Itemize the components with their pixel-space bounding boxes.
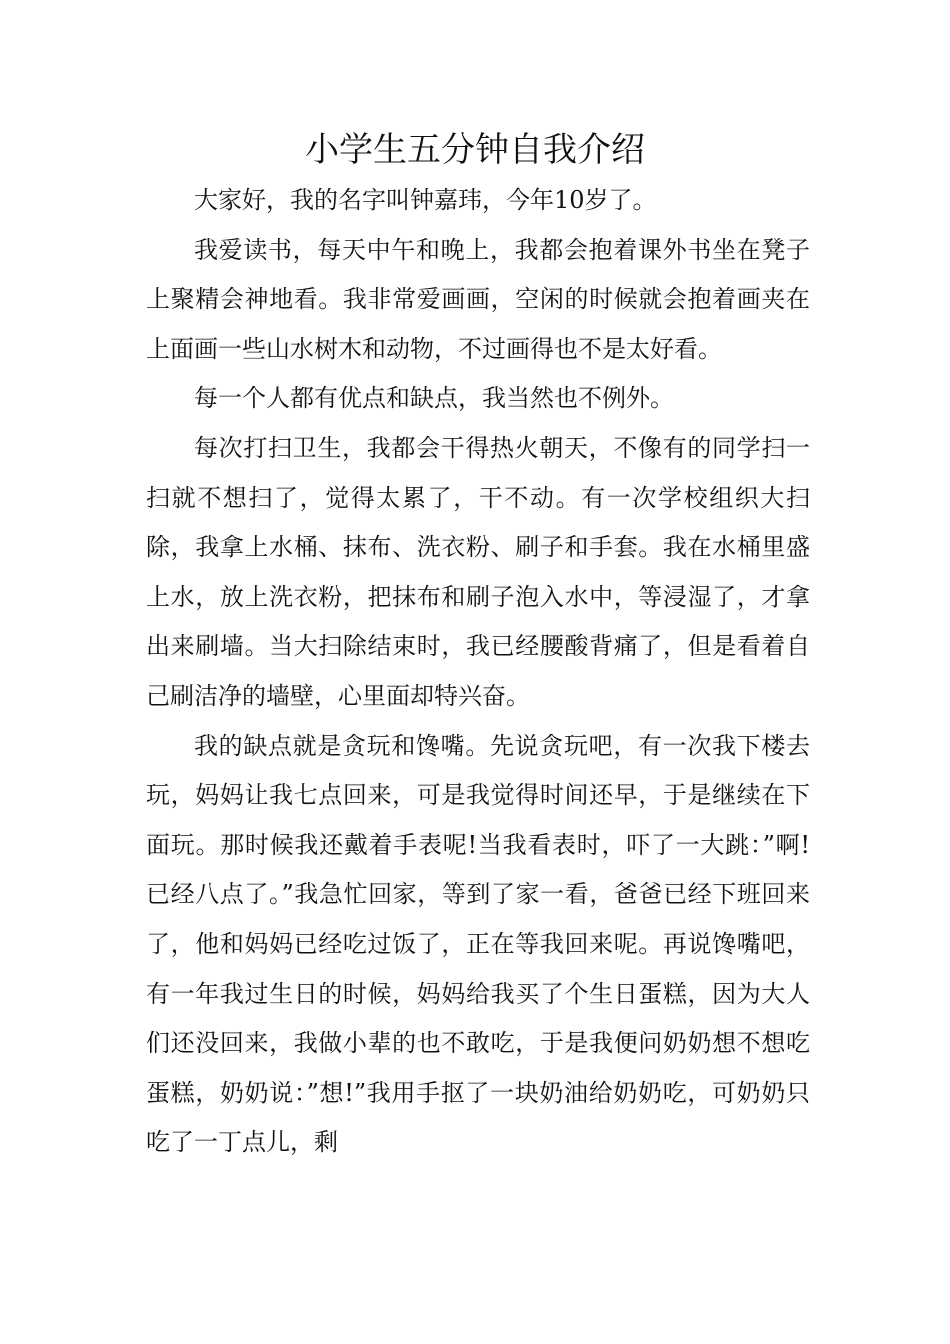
document-body — [146, 176, 810, 1168]
paragraph-greeting: 大家好，我的名字叫钟嘉玮，今年10岁了。 — [194, 186, 657, 214]
paragraph-hobbies: 我爱读书，每天中午和晚上，我都会抱着课外书坐在凳子上聚精会神地看。我非常爱画画，空闲的时候就会抱着画夹在上面画一些山水树木和动物，不过画得也不是太好看。 — [146, 235, 810, 363]
paragraph-weaknesses: 我的缺点就是贪玩和馋嘴。先说贪玩吧，有一次我下楼去玩，妈妈让我七点回来，可是我觉得时间还早，于是继续在下面玩。那时候我还戴着手表呢!当我看表时，吓了一大跳：”啊!已经八点了。”我急忙回家，等到了家一看，爸爸已经下班回来了，他和妈妈已经吃过饭了，正在等我回来呢。再说馋嘴吧，有一年我过生日的时候，妈妈给我买了个生日蛋糕，因为大人们还没回来，我做小辈的也不敢吃，于是我便问奶奶想不想吃蛋糕，奶奶说：”想!”我用手抠了一块奶油给奶奶吃，可奶奶只吃了一丁点儿，剩 — [146, 731, 810, 1157]
document-title: 小学生五分钟自我介绍 — [305, 130, 645, 170]
paragraph-cleaning: 每次打扫卫生，我都会干得热火朝天，不像有的同学扫一扫就不想扫了，觉得太累了，干不动。有一次学校组织大扫除，我拿上水桶、抹布、洗衣粉、刷子和手套。我在水桶里盛上水，放上洗衣粉，把抹布和刷子泡入水中，等浸湿了，才拿出来刷墙。当大扫除结束时，我已经腰酸背痛了，但是看着自己刷洁净的墙壁，心里面却特兴奋。 — [146, 433, 810, 710]
paragraph-strengths-intro: 每一个人都有优点和缺点，我当然也不例外。 — [194, 384, 674, 413]
